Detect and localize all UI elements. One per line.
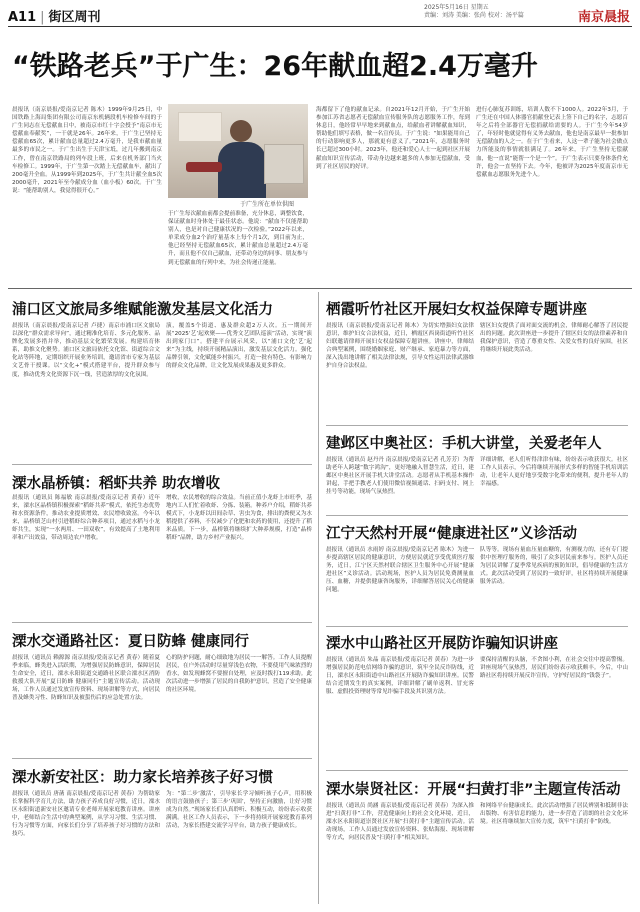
lead-text-2: 于广生每次献血前都会提前准备，充分休息，调整饮食，保证献血时身体处于最佳状态。他说：“献血不仅能帮助别人，也是对自己健康状况的一次检验。”2022年以来，单采成分血2个治疗量基本上每个月1次，到目前为止，他已经坚持无偿献血65次，累计献血总量超过2.4万毫升，而且他不仅自己献血，还带动身边的同事、朋友参与到无偿献血的行列中来，为社会传递正能量。 <box>168 211 308 266</box>
photo-window <box>178 112 222 142</box>
article-body-tingzhu-b <box>480 322 628 422</box>
article-divider <box>326 770 628 771</box>
blood-bag-icon <box>186 162 222 172</box>
article-divider <box>326 515 628 516</box>
article-text: 队等等。现场有量血压量血糖的，有测视力的，还有专门提供中医理疗服务的，吸引了众多居民前来参与。医护人员还为居民讲解了夏季常见疾病的预防知识，倡导健康的生活方式。此次活动受到了居民的一致好评，社区将持续开展健康服务活动。 <box>480 547 628 586</box>
article-title-tingzhu: 栖霞听竹社区开展妇女权益保障专题讲座 <box>326 302 587 318</box>
article-divider <box>326 425 628 426</box>
article-body-tianran-b <box>480 546 628 622</box>
lead-text-1: 晨报讯（南京晨报/爱南京记者 陈木）1999年9月25日，中国铁路上海局集团有限公司南京东机辆段机车检修车间的于广生同志在无偿献血日中，被南京市红十字会授予“南京市无偿献血奉献奖”，一干就是26年。26年来，于广生已坚持无偿献血65次，累计献血总量超过2.4万毫升，是我市献血量最多的市民之一。于广生出生于天津宝坻，过几年搬到南京工作，曾在南京铁路局的列车段上班，后来在机务部门当火车检修工。1999年，于广生第一次踏上无偿献血车，献出了200毫升全血。从1999年到2025年，于广生共计献全血5次2000毫升，2021年至今献成分血（血小板）60次。于广生说：“能帮助别人，我觉得很开心。” <box>12 107 162 194</box>
article-text: 晨报讯（通讯员 水雨婷 南京晨报/爱南京记者 陈木）为进一步提高辖区居民的健康意识，方便居民就近享受优质医疗服务，近日，江宁区天然村联合辖区卫生服务中心开展“健康进社区”义诊活动。活动现场，医护人员为居民免费测量血压、血糖，并提供健康咨询服务，详细解答居民关心的健康问题。 <box>326 547 474 594</box>
lead-column-3 <box>316 106 470 284</box>
person-head-icon <box>230 120 252 142</box>
article-body-xinan-b <box>166 790 312 902</box>
header-rule <box>8 26 632 27</box>
article-text: 详细讲解，老人们听得津津有味，纷纷表示收获很大。社区工作人员表示，今后将继续开展形式多样的智能手机培训活动，让老年人更好地享受数字化带来的便利，提升老年人的幸福感。 <box>480 457 628 488</box>
article-text: 晨报讯（南京晨报/爱南京记者 卢捷）南京市浦口区文旅局以深化“群众需求导向”，通过精准化培育、多元化服务、品牌化发展多措并举，推动基层文化繁荣发展。构建培育体系，助推文化聚势。浦口区文旅局依托文化馆、街道综合文化站等阵地，定期组织开展业务培训，邀请省市专家为基层文艺骨干授课。以“文化+”模式搭建平台，提升群众参与度，推动优秀文化资源下沉一线，营造浓厚的文化氛围。 <box>12 323 160 378</box>
column-divider <box>318 292 319 904</box>
article-body-jiaotonglu-a <box>12 654 160 754</box>
article-title-tianran: 江宁天然村开展“健康进社区”义诊活动 <box>326 526 578 542</box>
header-separator: | <box>40 10 45 25</box>
article-text: 晨报讯（通讯员 赖源源 南京晨报/爱南京记者 黄春）随着夏季来临，蜂类进入活跃期，为增强居民防蜂意识，保障居民生命安全，近日，溧水永阳街道交通路社区联合溧水区消防救援大队开展“夏日防蜂 健康同行”主题宣传活动。活动现场，工作人员通过发放宣传资料、现场讲解等方式，向居民普及蜂类习性、防蜂知识及被蜇伤后的应急处置方法。 <box>12 655 160 702</box>
article-text: 晨报讯（通讯员 朱晶 南京晨报/爱南京记者 黄春）为进一步增强居民防范电信网络诈骗的意识，筑牢全民反诈防线，近日，溧水区永阳街道中山路社区开展防诈骗知识讲座。民警结合近期发生的真实案例，详细讲解了刷单返利、冒充客服、虚假投资理财等常见诈骗手段及其识别方法。 <box>326 657 474 696</box>
article-title-chongxian: 溧水崇贤社区：开展“扫黄打非”主题宣传活动 <box>326 782 621 798</box>
article-text: 晨报讯（通讯员 尚涵 南京晨报/爱南京记者 黄春）为深入推进“扫黄打非”工作，营造健康向上的社会文化环境，近日，溧水区永阳街道崇贤社区开展“扫黄打非”主题宣传活动。活动现场，工作人员通过发放宣传资料、张贴海报、现场讲解等方式，向居民普及“扫黄打非”相关知识。 <box>326 803 474 842</box>
article-body-zhongshanlu-a <box>326 656 474 766</box>
article-text: 演，覆盖5个街道、惠及群众超2万人次。五一期间开展“2025‘艺’起欢聚——优秀文艺团队巡演”活动，实现“演出到家门口”。搭建平台展示风采，以“浦口文化‘艺’起来”为主线，持续开展精品演出，激发基层文化活力。强化品牌引领，文化赋能乡村振兴，打造一批有特色、有影响力的群众文化品牌，让文化发展成果惠及更多群众。 <box>166 323 312 370</box>
staff-line: 责编：刘涛 美编：张尚 校对：汤平篇 <box>424 12 524 19</box>
article-text: 辖区妇女提供了面对面交流的机会，律师耐心解答了居民提出的问题。此次讲座进一步提升了辖区妇女的法律素养和自我保护意识，营造了尊重女性、关爱女性的良好氛围，社区将继续开展此类活动。 <box>480 323 628 354</box>
article-body-zhongao-b <box>480 456 628 512</box>
article-title-jingqiao: 溧水晶桥镇：稻虾共养 助农增收 <box>12 476 221 492</box>
header-meta <box>424 4 524 20</box>
article-title-xinan: 溧水新安社区：助力家长培养孩子好习惯 <box>12 770 273 786</box>
article-body-zhongao-a <box>326 456 474 512</box>
brand-logo: 南京晨报 <box>578 10 631 25</box>
article-text: 晨报讯（南京晨报/爱南京记者 陈木）为切实增强妇女法律意识，维护妇女合法权益，近日，栖霞区西岗街道听竹社区妇联邀请律师开展妇女权益保障专题讲座。讲座中，律师结合典型案例，围绕婚姻家庭、财产继承、家庭暴力等方面，深入浅出地讲解了相关法律法规，引导女性运用法律武器维护自身合法权益。 <box>326 323 474 370</box>
section-name: 街区周刊 <box>48 10 101 25</box>
article-title-jiaotonglu: 溧水交通路社区：夏日防蜂 健康同行 <box>12 634 250 650</box>
article-text: 晨报讯（通讯员 赵丹丹 南京晨报/爱南京记者 孔芳芳）为帮助老年人跨越“数字鸿沟”，更好地融入智慧生活，近日，建邺区中奥社区开展手机大讲堂活动。志愿者从手机基本操作讲起，手把手教老人们使用微信视频通话、扫码支付、网上挂号等功能，现场气氛热烈。 <box>326 457 474 496</box>
article-title-zhongao: 建邺区中奥社区：手机大讲堂，关爱老年人 <box>326 436 602 452</box>
article-text: 晨报讯（通讯员 陈福敏 南京晨报/爱南京记者 黄春）近年来，溧水区晶桥镇积极探索“稻虾共养”模式，依托生态优势和水资源条件，推动农业提质增效、农民增收致富。今年以来，晶桥镇芝山村引进稻虾综合种养项目，通过水稻与小龙虾共生，实现“一水两用、一田双收”，有效提高了土地利用率和产出效益，带动周边农户增收。 <box>12 495 160 542</box>
article-text: 为：“第二步‘激活’，引导家长学习倾听孩子心声，用积极的语言鼓励孩子；第三步‘巩固’，坚持正向激励，让好习惯成为自然。”现场家长们认真聆听、积极互动，纷纷表示收获满满。社区工作人员表示，下一步将持续开展家庭教育系列活动，为家长搭建交流学习平台，助力孩子健康成长。 <box>166 791 312 830</box>
lead-column-2 <box>168 210 308 284</box>
article-divider <box>12 758 312 759</box>
medical-equipment-icon <box>264 144 304 184</box>
article-body-chongxian-a <box>326 802 474 902</box>
article-body-jingqiao-b <box>166 494 312 618</box>
article-divider <box>326 626 628 627</box>
article-body-xinan-a <box>12 790 160 902</box>
article-body-chongxian-b <box>480 802 628 902</box>
page-number: A11 <box>8 10 37 25</box>
person-body-icon <box>218 142 266 198</box>
article-title-zhongshanlu: 溧水中山路社区开展防诈骗知识讲座 <box>326 636 558 652</box>
article-divider <box>12 464 312 465</box>
article-text: 心的防护问题，耐心细致地为居民一一解答。工作人员提醒居民，在户外活动时尽量穿浅色衣物，不要使用气味浓烈的香水，如发现蜂窝不要擅自处理，应及时拨打119求助。此次活动进一步增强了居民的自我防护意识，营造了安全健康的社区环境。 <box>166 655 312 694</box>
article-body-tingzhu-a <box>326 322 474 422</box>
article-body-pukou-b <box>166 322 312 460</box>
lead-text-4: 进行心肺复苏训练，培训人数不下1000人。2022年3月，于广生还在中国人体器官捐献登记表上签下自己的名字，志愿百年之后将全部器官无偿捐献给需要的人。于广生今年54岁了，年轻时他就觉得有义务去献血，他也是南京最早一批参加无偿献血的人之一。在于广生看来，人这一辈子能为社会做点力所能及的事情就很满足了。26年来，于广生坚持无偿献血，他一直说“能帮一个是一个”。于广生表示只要身体条件允许，他会一直坚持下去。今年，他被评为2025年度南京市无偿献血志愿服务先进个人。 <box>476 107 628 178</box>
lead-text-3: 海都留下了他的献血记录。自2021年12月开始，于广生开始参加江苏省志愿者无偿献血宣传服务队的志愿服务工作，每到休息日，他经常早早地来到献血点，给献血者讲解献血知识，帮助他们填写表格，做一名宣传员。于广生说：“如果能用自己的行动影响更多人，那就更有意义了。”2021年，志愿服务时长已超过300小时。2023年，他还和爱心人士一起到社区开展献血知识宣传活动，带动身边越来越多的人参加无偿献血，受到了社区居民的好评。 <box>316 107 470 170</box>
article-title-pukou: 浦口区文旅局多维赋能激发基层文化活力 <box>12 302 273 318</box>
article-text: 和网络平台健康成长。此次活动增强了居民辨别和抵制非法出版物、有害信息的能力，进一步营造了清朗的社会文化环境。社区将继续加大宣传力度，筑牢“扫黄打非”防线。 <box>480 803 628 826</box>
article-text: 要保持清醒的头脑，不贪图小利，在社会交往中提高警惕。讲座现场气氛热烈，居民们纷纷表示收获颇丰。今后，中山路社区将持续开展反诈宣传，守护好居民的“钱袋子”。 <box>480 657 628 680</box>
article-body-pukou-a <box>12 322 160 460</box>
photo-caption: 于广生所在单位供图 <box>240 201 295 208</box>
article-body-jiaotonglu-b <box>166 654 312 754</box>
article-divider <box>12 622 312 623</box>
article-body-jingqiao-a <box>12 494 160 618</box>
date-line: 2025年5月16日 星期五 <box>424 4 489 11</box>
article-body-zhongshanlu-b <box>480 656 628 766</box>
lead-divider <box>8 288 632 289</box>
lead-column-4 <box>476 106 628 284</box>
lead-column-1 <box>12 106 162 284</box>
article-text: 增收，农民增收的综合效益。当前正值小龙虾上市旺季，基地内工人们忙着收虾、分拣、装箱。种养户介绍，稻虾共养模式下，小龙虾以田间杂草、害虫为食，排出的粪便又为水稻提供了养料，不仅减少了化肥和农药的使用，还提升了稻米品质。下一步，晶桥镇将继续扩大种养规模，打造“晶桥稻虾”品牌，助力乡村产业振兴。 <box>166 495 312 542</box>
article-body-tianran-a <box>326 546 474 622</box>
main-headline: “铁路老兵”于广生：26年献血超2.4万毫升 <box>12 51 538 82</box>
lead-photo <box>168 104 308 198</box>
article-text: 晨报讯（通讯员 唐菡 南京晨报/爱南京记者 黄春）为帮助家长掌握科学育儿方法，助力孩子养成良好习惯，近日，溧水区永阳街道新安社区邀请专业老师开展家庭教育讲座。讲座中，老师结合生活中的典型案例，从学习习惯、生活习惯、行为习惯等方面，向家长们分享了培养孩子好习惯的方法和技巧。 <box>12 791 160 838</box>
page-header <box>8 6 101 25</box>
